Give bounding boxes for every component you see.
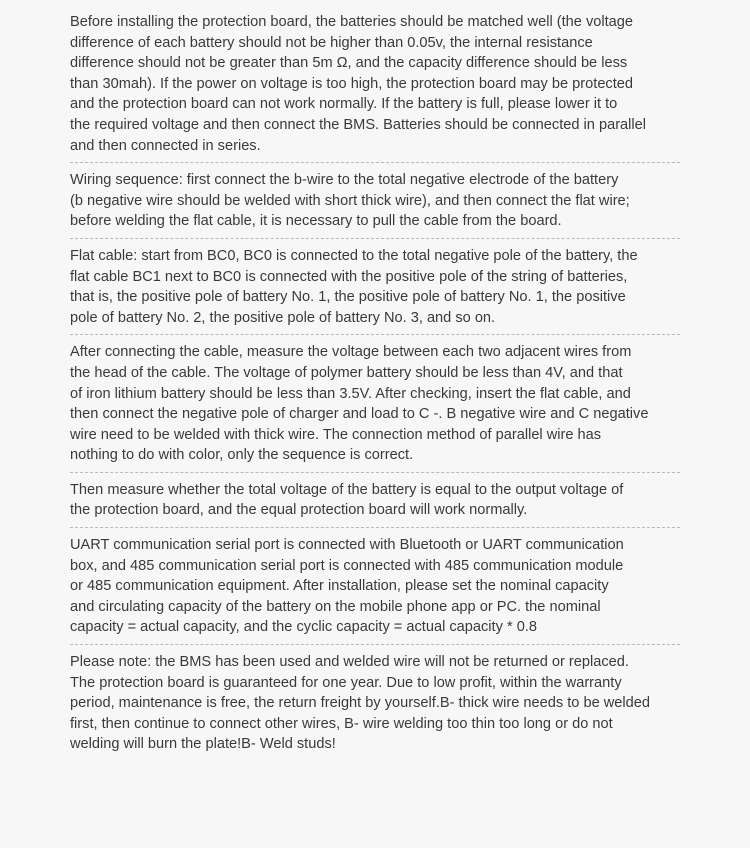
- text-line: first, then continue to connect other wires, B- wire welding too thin too long or do not: [70, 715, 613, 732]
- text-line: Then measure whether the total voltage of the battery is equal to the output voltage of: [70, 481, 624, 498]
- paragraph: [70, 246, 680, 328]
- text-line: After connecting the cable, measure the voltage between each two adjacent wires from: [70, 344, 632, 361]
- text-line: capacity = actual capacity, and the cyclic capacity = actual capacity * 0.8: [70, 619, 537, 636]
- paragraph: [70, 480, 680, 521]
- text-line: that is, the positive pole of battery No. 1, the positive pole of battery No. 1, the positive: [70, 289, 626, 306]
- section-voltage-check: [0, 342, 750, 466]
- text-line: Flat cable: start from BC0, BC0 is connected to the total negative pole of the battery, the: [70, 247, 638, 264]
- dashed-divider: [70, 238, 680, 239]
- text-line: pole of battery No. 2, the positive pole of battery No. 3, and so on.: [70, 309, 496, 326]
- text-line: before welding the flat cable, it is necessary to pull the cable from the board.: [70, 213, 562, 230]
- text-line: box, and 485 communication serial port is connected with 485 communication module: [70, 557, 624, 574]
- text-line: the protection board, and the equal protection board will work normally.: [70, 502, 528, 519]
- section-flat-cable: [0, 246, 750, 328]
- text-line: difference of each battery should not be higher than 0.05v, the internal resistance: [70, 34, 593, 51]
- text-line: welding will burn the plate!B- Weld studs!: [70, 736, 336, 753]
- text-line: and then connected in series.: [70, 137, 261, 154]
- section-total-voltage: [0, 480, 750, 521]
- text-line: then connect the negative pole of charger and load to C -. B negative wire and C negative: [70, 406, 649, 423]
- text-line: period, maintenance is free, the return freight by yourself.B- thick wire needs to be welded: [70, 695, 651, 712]
- dashed-divider: [70, 162, 680, 163]
- text-line: UART communication serial port is connected with Bluetooth or UART communication: [70, 537, 624, 554]
- section-battery-matching: [0, 12, 750, 156]
- paragraph: [70, 652, 680, 755]
- text-line: The protection board is guaranteed for one year. Due to low profit, within the warranty: [70, 674, 622, 691]
- paragraph: [70, 535, 680, 638]
- text-line: nothing to do with color, only the sequence is correct.: [70, 447, 414, 464]
- text-line: wire need to be welded with thick wire. The connection method of parallel wire has: [70, 426, 602, 443]
- text-line: and circulating capacity of the battery on the mobile phone app or PC. the nominal: [70, 598, 601, 615]
- section-wiring-sequence: [0, 170, 750, 232]
- dashed-divider: [70, 334, 680, 335]
- text-line: (b negative wire should be welded with short thick wire), and then connect the flat wire;: [70, 192, 630, 209]
- paragraph: [70, 12, 680, 156]
- text-line: Wiring sequence: first connect the b-wire to the total negative electrode of the battery: [70, 172, 619, 189]
- text-line: the head of the cable. The voltage of polymer battery should be less than 4V, and that: [70, 364, 623, 381]
- text-line: or 485 communication equipment. After installation, please set the nominal capacity: [70, 578, 609, 595]
- section-warranty-note: [0, 652, 750, 755]
- text-line: of iron lithium battery should be less than 3.5V. After checking, insert the flat cable, and: [70, 385, 631, 402]
- text-line: Please note: the BMS has been used and welded wire will not be returned or replaced.: [70, 654, 629, 671]
- section-communication: [0, 535, 750, 638]
- text-line: and the protection board can not work normally. If the battery is full, please lower it to: [70, 96, 618, 113]
- text-line: Before installing the protection board, the batteries should be matched well (the voltage: [70, 14, 634, 30]
- paragraph: [70, 342, 680, 466]
- dashed-divider: [70, 644, 680, 645]
- text-line: than 30mah). If the power on voltage is too high, the protection board may be protected: [70, 75, 634, 92]
- dashed-divider: [70, 527, 680, 528]
- paragraph: [70, 170, 680, 232]
- dashed-divider: [70, 472, 680, 473]
- text-line: difference should not be greater than 5m Ω, and the capacity difference should be less: [70, 55, 628, 72]
- text-line: flat cable BC1 next to BC0 is connected with the positive pole of the string of batteries,: [70, 268, 628, 285]
- text-line: the required voltage and then connect the BMS. Batteries should be connected in parallel: [70, 116, 647, 133]
